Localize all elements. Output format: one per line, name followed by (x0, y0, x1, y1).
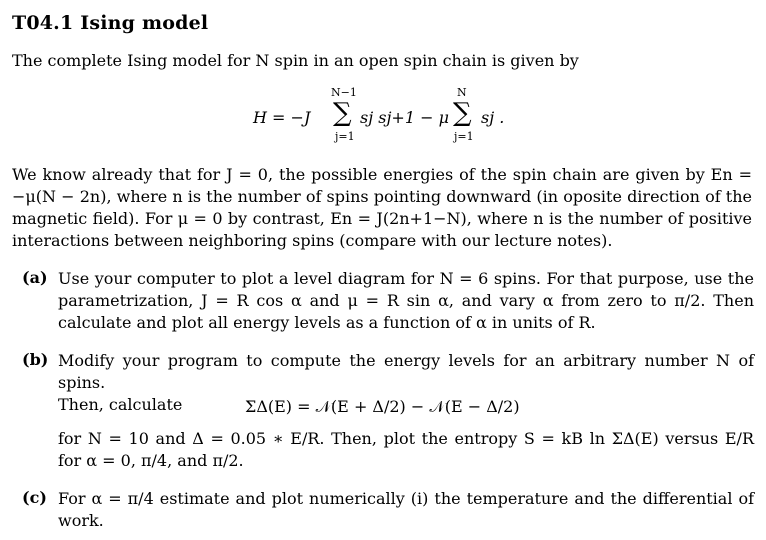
sum2-upper-limit: N (457, 86, 467, 99)
sum1-lower-limit: j=1 (335, 130, 355, 143)
item-line: work. (58, 511, 104, 530)
sum1-upper-limit: N−1 (331, 86, 357, 99)
summation-symbol-1: ∑ (333, 98, 352, 128)
sum1-body: sj sj+1 − μ (360, 108, 449, 127)
item-c-label: (c) (22, 488, 47, 507)
item-a-label: (a) (22, 268, 48, 287)
sum2-body: sj . (481, 108, 505, 127)
item-a-text (58, 268, 754, 334)
paragraph-line: −μ(N − 2n), where n is the number of spins pointing downward (in oposite direction of the (12, 187, 752, 206)
density-of-states-equation: ΣΔ(E) = 𝒩(E + Δ/2) − 𝒩(E − Δ/2) (245, 397, 520, 416)
item-line: Use your computer to plot a level diagram for N = 6 spins. For that purpose, use the (58, 269, 754, 288)
hamiltonian-equation (253, 86, 543, 148)
item-line: Then, calculate (58, 395, 183, 414)
summation-symbol-2: ∑ (453, 98, 472, 128)
item-c-text (58, 488, 754, 532)
intro-text (12, 50, 752, 72)
paragraph-line: We know already that for J = 0, the possible energies of the spin chain are given by En = (12, 165, 752, 184)
paragraph-line: magnetic field). For μ = 0 by contrast, En = J(2n+1−N), where n is the number of positive (12, 209, 752, 228)
item-line: For α = π/4 estimate and plot numerically (i) the temperature and the differential of (58, 489, 754, 508)
item-line: Modify your program to compute the energy levels for an arbitrary number N of spins. (58, 351, 754, 392)
intro-line: The complete Ising model for N spin in an open spin chain is given by (12, 51, 579, 70)
exercise-title: T04.1 Ising model (12, 12, 209, 34)
sum2-lower-limit: j=1 (454, 130, 474, 143)
item-line: for α = 0, π/4, and π/2. (58, 451, 244, 470)
item-b-label: (b) (22, 350, 49, 369)
energy-paragraph (12, 164, 752, 252)
equation-lhs: H = −J (253, 108, 311, 127)
item-line: for N = 10 and Δ = 0.05 ∗ E/R. Then, plot the entropy S = kB ln ΣΔ(E) versus E/R (58, 429, 754, 448)
item-line: parametrization, J = R cos α and μ = R sin α, and vary α from zero to π/2. Then (58, 291, 754, 310)
item-line: calculate and plot all energy levels as a function of α in units of R. (58, 313, 596, 332)
item-b-text-after (58, 428, 754, 472)
paragraph-line: interactions between neighboring spins (compare with our lecture notes). (12, 231, 613, 250)
